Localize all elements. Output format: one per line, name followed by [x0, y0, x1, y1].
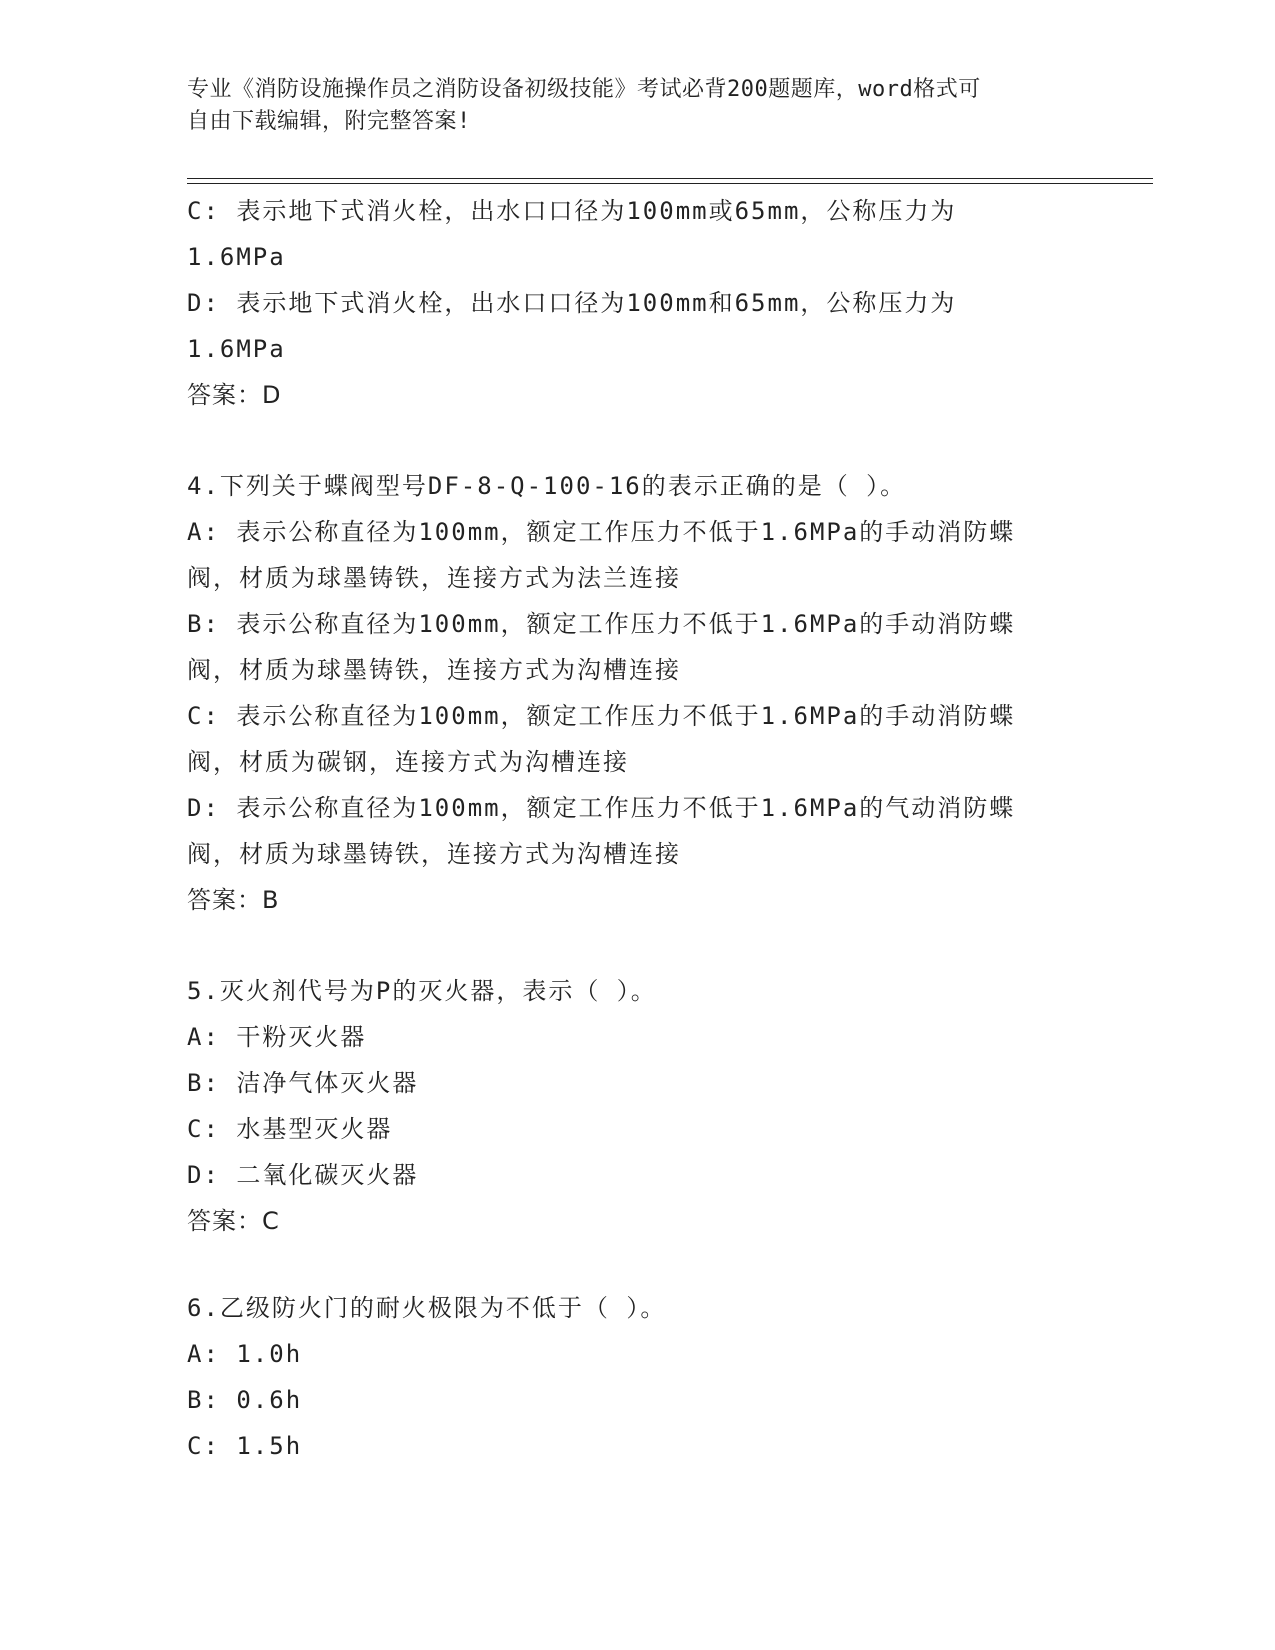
question-content	[187, 188, 1187, 1469]
spacer	[187, 1244, 1187, 1285]
q3-option-c-line-1: C: 表示地下式消火栓，出水口口径为100mm或65mm，公称压力为	[187, 197, 957, 225]
q5-option-d: D: 二氧化碳灭火器	[187, 1161, 419, 1189]
q5-option-a: A: 干粉灭火器	[187, 1023, 367, 1051]
q4-answer: 答案：B	[187, 886, 280, 914]
header-line-1: 专业《消防设施操作员之消防设备初级技能》考试必背200题题库，word格式可	[187, 77, 981, 102]
header-divider-top	[187, 178, 1153, 179]
q3-option-d-line-2: 1.6MPa	[187, 335, 286, 363]
q4-option-d-line-1: D: 表示公称直径为100mm，额定工作压力不低于1.6MPa的气动消防蝶	[187, 794, 1016, 822]
q5-question: 5.灭火剂代号为P的灭火器，表示（ ）。	[187, 977, 657, 1005]
q4-option-c-line-1: C: 表示公称直径为100mm，额定工作压力不低于1.6MPa的手动消防蝶	[187, 702, 1016, 730]
question-4	[187, 463, 1187, 923]
spacer	[187, 418, 1187, 463]
header-divider-bottom	[187, 183, 1153, 184]
q5-option-c: C: 水基型灭火器	[187, 1115, 393, 1143]
q3-option-c-line-2: 1.6MPa	[187, 243, 286, 271]
question-3-tail	[187, 188, 1187, 418]
spacer	[187, 923, 1187, 968]
q5-option-b: B: 洁净气体灭火器	[187, 1069, 419, 1097]
q4-option-b-line-2: 阀，材质为球墨铸铁，连接方式为沟槽连接	[187, 656, 681, 684]
question-6	[187, 1285, 1187, 1469]
question-5	[187, 968, 1187, 1244]
q3-answer: 答案：D	[187, 381, 282, 409]
q3-option-d-line-1: D: 表示地下式消火栓，出水口口径为100mm和65mm，公称压力为	[187, 289, 957, 317]
q6-question: 6.乙级防火门的耐火极限为不低于（ ）。	[187, 1294, 667, 1322]
q6-option-a: A: 1.0h	[187, 1340, 303, 1368]
q4-option-d-line-2: 阀，材质为球墨铸铁，连接方式为沟槽连接	[187, 840, 681, 868]
q4-option-a-line-1: A: 表示公称直径为100mm，额定工作压力不低于1.6MPa的手动消防蝶	[187, 518, 1016, 546]
document-header	[187, 74, 1087, 138]
q6-option-c: C: 1.5h	[187, 1432, 303, 1460]
q4-question: 4.下列关于蝶阀型号DF-8-Q-100-16的表示正确的是（ ）。	[187, 472, 907, 500]
q4-option-c-line-2: 阀，材质为碳钢，连接方式为沟槽连接	[187, 748, 629, 776]
q4-option-a-line-2: 阀，材质为球墨铸铁，连接方式为法兰连接	[187, 564, 681, 592]
q5-answer: 答案：C	[187, 1207, 280, 1235]
header-line-2: 自由下载编辑，附完整答案!	[187, 109, 471, 134]
q4-option-b-line-1: B: 表示公称直径为100mm，额定工作压力不低于1.6MPa的手动消防蝶	[187, 610, 1016, 638]
q6-option-b: B: 0.6h	[187, 1386, 303, 1414]
